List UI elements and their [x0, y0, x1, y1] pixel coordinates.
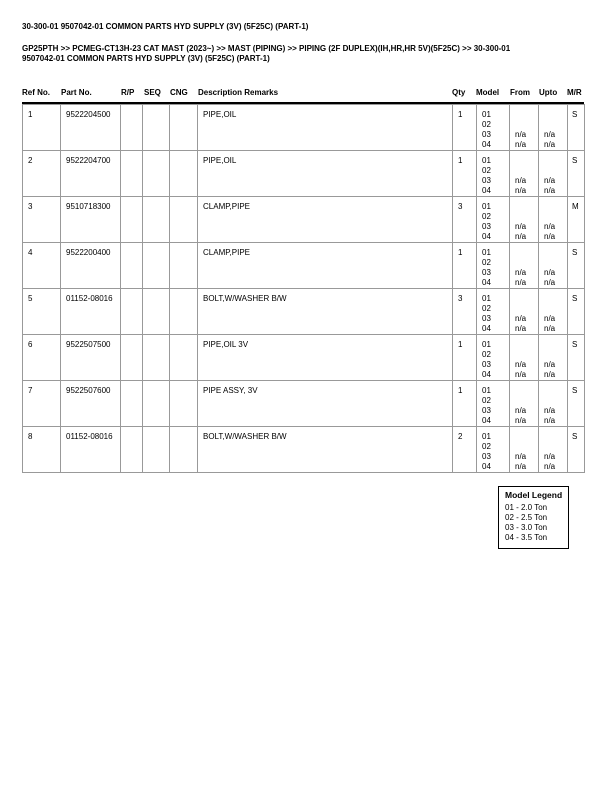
- breadcrumb-line-1: GP25PTH >> PCMEG-CT13H-23 CAT MAST (2023~) >> MAST (PIPING) >> PIPING (2F DUPLEX)(IH,HR,HR 5V)(5F25C) >> 30-300-01: [22, 44, 511, 53]
- models-line: 01: [482, 386, 491, 395]
- from-line: [515, 396, 538, 406]
- header-ref: Ref No.: [22, 88, 50, 97]
- model-legend-item: 04 - 3.5 Ton: [505, 533, 548, 542]
- upto-line: n/a: [544, 370, 556, 379]
- models-line: 01: [482, 248, 491, 257]
- table-row: [23, 335, 585, 381]
- cell-qty: 1: [453, 105, 477, 151]
- cell-cng: [170, 243, 198, 289]
- upto-line: n/a: [544, 324, 556, 333]
- cell-ref: 5: [23, 289, 61, 335]
- cell-models: [477, 289, 510, 335]
- table-row: [23, 427, 585, 473]
- cell-description: BOLT,W/WASHER B/W: [198, 289, 453, 335]
- cell-mr: S: [568, 105, 585, 151]
- upto-line: [544, 294, 567, 304]
- breadcrumb: [22, 44, 590, 64]
- cell-rp: [121, 243, 143, 289]
- from-line: n/a: [515, 278, 527, 287]
- header-rp: R/P: [121, 88, 135, 97]
- from-line: n/a: [515, 370, 527, 379]
- cell-seq: [143, 197, 170, 243]
- table-row: [23, 243, 585, 289]
- models-line: 02: [482, 442, 491, 451]
- upto-line: n/a: [544, 416, 556, 425]
- table-row: [23, 151, 585, 197]
- cell-seq: [143, 243, 170, 289]
- cell-qty: 1: [453, 151, 477, 197]
- upto-line: [544, 110, 567, 120]
- cell-cng: [170, 151, 198, 197]
- upto-line: n/a: [544, 360, 556, 369]
- from-line: n/a: [515, 268, 527, 277]
- models-line: 01: [482, 294, 491, 303]
- from-line: [515, 110, 538, 120]
- models-line: 01: [482, 432, 491, 441]
- model-legend-item: 02 - 2.5 Ton: [505, 513, 548, 522]
- cell-from: [510, 197, 539, 243]
- models-line: 02: [482, 350, 491, 359]
- table-row: [23, 197, 585, 243]
- header-mr: M/R: [567, 88, 582, 97]
- from-line: n/a: [515, 222, 527, 231]
- models-line: 04: [482, 186, 491, 195]
- upto-line: [544, 350, 567, 360]
- model-legend-item: 01 - 2.0 Ton: [505, 503, 548, 512]
- from-line: [515, 442, 538, 452]
- upto-line: n/a: [544, 278, 556, 287]
- cell-mr: M: [568, 197, 585, 243]
- upto-line: [544, 386, 567, 396]
- cell-part-no: 01152-08016: [61, 289, 121, 335]
- models-line: 03: [482, 268, 491, 277]
- from-line: [515, 202, 538, 212]
- header-from: From: [510, 88, 530, 97]
- models-line: 04: [482, 278, 491, 287]
- cell-models: [477, 151, 510, 197]
- from-line: [515, 156, 538, 166]
- header-desc: Description Remarks: [198, 88, 279, 97]
- upto-line: n/a: [544, 222, 556, 231]
- models-line: 03: [482, 176, 491, 185]
- upto-line: n/a: [544, 452, 556, 461]
- cell-models: [477, 427, 510, 473]
- from-line: [515, 248, 538, 258]
- upto-line: [544, 304, 567, 314]
- cell-description: BOLT,W/WASHER B/W: [198, 427, 453, 473]
- from-line: n/a: [515, 314, 527, 323]
- cell-mr: S: [568, 289, 585, 335]
- cell-ref: 1: [23, 105, 61, 151]
- cell-description: CLAMP,PIPE: [198, 197, 453, 243]
- cell-part-no: 9522200400: [61, 243, 121, 289]
- cell-from: [510, 151, 539, 197]
- cell-from: [510, 243, 539, 289]
- parts-table: [22, 104, 585, 473]
- cell-ref: 2: [23, 151, 61, 197]
- cell-description: PIPE ASSY, 3V: [198, 381, 453, 427]
- cell-cng: [170, 427, 198, 473]
- cell-models: [477, 243, 510, 289]
- models-line: 02: [482, 304, 491, 313]
- page-title: 30-300-01 9507042-01 COMMON PARTS HYD SUPPLY (3V) (5F25C) (PART-1): [22, 22, 309, 31]
- models-line: 04: [482, 140, 491, 149]
- cell-seq: [143, 335, 170, 381]
- cell-rp: [121, 335, 143, 381]
- from-line: [515, 166, 538, 176]
- upto-line: [544, 340, 567, 350]
- upto-line: [544, 120, 567, 130]
- cell-upto: [539, 335, 568, 381]
- upto-line: [544, 442, 567, 452]
- from-line: [515, 212, 538, 222]
- from-line: [515, 120, 538, 130]
- from-line: [515, 294, 538, 304]
- cell-from: [510, 105, 539, 151]
- table-row: [23, 105, 585, 151]
- upto-line: n/a: [544, 462, 556, 471]
- models-line: 02: [482, 120, 491, 129]
- models-line: 03: [482, 452, 491, 461]
- cell-rp: [121, 427, 143, 473]
- cell-ref: 7: [23, 381, 61, 427]
- cell-description: PIPE,OIL 3V: [198, 335, 453, 381]
- models-line: 04: [482, 324, 491, 333]
- models-line: 04: [482, 370, 491, 379]
- cell-part-no: 9510718300: [61, 197, 121, 243]
- upto-line: n/a: [544, 268, 556, 277]
- cell-rp: [121, 289, 143, 335]
- model-legend-title: Model Legend: [505, 490, 563, 500]
- from-line: [515, 304, 538, 314]
- from-line: n/a: [515, 416, 527, 425]
- cell-rp: [121, 105, 143, 151]
- upto-line: n/a: [544, 406, 556, 415]
- upto-line: [544, 432, 567, 442]
- from-line: n/a: [515, 232, 527, 241]
- header-seq: SEQ: [144, 88, 161, 97]
- cell-mr: S: [568, 427, 585, 473]
- cell-from: [510, 381, 539, 427]
- cell-ref: 6: [23, 335, 61, 381]
- cell-upto: [539, 151, 568, 197]
- upto-line: n/a: [544, 186, 556, 195]
- from-line: n/a: [515, 324, 527, 333]
- cell-models: [477, 335, 510, 381]
- upto-line: [544, 212, 567, 222]
- models-line: 03: [482, 222, 491, 231]
- breadcrumb-line-2: 9507042-01 COMMON PARTS HYD SUPPLY (3V) (5F25C) (PART-1): [22, 54, 270, 63]
- from-line: [515, 432, 538, 442]
- models-line: 01: [482, 202, 491, 211]
- from-line: n/a: [515, 462, 527, 471]
- cell-cng: [170, 289, 198, 335]
- cell-qty: 1: [453, 381, 477, 427]
- cell-upto: [539, 105, 568, 151]
- cell-cng: [170, 381, 198, 427]
- cell-description: PIPE,OIL: [198, 105, 453, 151]
- cell-upto: [539, 243, 568, 289]
- header-cng: CNG: [170, 88, 188, 97]
- cell-qty: 3: [453, 197, 477, 243]
- models-line: 02: [482, 212, 491, 221]
- models-line: 03: [482, 360, 491, 369]
- cell-seq: [143, 381, 170, 427]
- cell-upto: [539, 427, 568, 473]
- cell-models: [477, 197, 510, 243]
- cell-upto: [539, 381, 568, 427]
- table-row: [23, 381, 585, 427]
- cell-models: [477, 105, 510, 151]
- cell-cng: [170, 197, 198, 243]
- from-line: [515, 340, 538, 350]
- cell-upto: [539, 197, 568, 243]
- cell-seq: [143, 289, 170, 335]
- cell-qty: 2: [453, 427, 477, 473]
- cell-from: [510, 335, 539, 381]
- cell-part-no: 01152-08016: [61, 427, 121, 473]
- upto-line: [544, 166, 567, 176]
- cell-rp: [121, 381, 143, 427]
- cell-from: [510, 427, 539, 473]
- header-qty: Qty: [452, 88, 466, 97]
- models-line: 03: [482, 130, 491, 139]
- model-legend-item: 03 - 3.0 Ton: [505, 523, 548, 532]
- from-line: n/a: [515, 406, 527, 415]
- models-line: 04: [482, 462, 491, 471]
- models-line: 01: [482, 340, 491, 349]
- cell-mr: S: [568, 151, 585, 197]
- cell-models: [477, 381, 510, 427]
- upto-line: [544, 248, 567, 258]
- upto-line: [544, 202, 567, 212]
- cell-mr: S: [568, 335, 585, 381]
- from-line: [515, 258, 538, 268]
- upto-line: [544, 258, 567, 268]
- cell-rp: [121, 197, 143, 243]
- models-line: 04: [482, 416, 491, 425]
- table-row: [23, 289, 585, 335]
- cell-part-no: 9522507500: [61, 335, 121, 381]
- cell-cng: [170, 105, 198, 151]
- upto-line: n/a: [544, 176, 556, 185]
- cell-seq: [143, 427, 170, 473]
- from-line: n/a: [515, 452, 527, 461]
- models-line: 03: [482, 314, 491, 323]
- from-line: n/a: [515, 140, 527, 149]
- models-line: 02: [482, 396, 491, 405]
- model-legend: [498, 486, 569, 549]
- cell-ref: 3: [23, 197, 61, 243]
- cell-rp: [121, 151, 143, 197]
- cell-description: CLAMP,PIPE: [198, 243, 453, 289]
- cell-upto: [539, 289, 568, 335]
- from-line: n/a: [515, 186, 527, 195]
- header-upto: Upto: [539, 88, 558, 97]
- cell-mr: S: [568, 243, 585, 289]
- models-line: 01: [482, 156, 491, 165]
- cell-qty: 3: [453, 289, 477, 335]
- from-line: n/a: [515, 176, 527, 185]
- cell-seq: [143, 105, 170, 151]
- from-line: n/a: [515, 360, 527, 369]
- models-line: 02: [482, 166, 491, 175]
- upto-line: n/a: [544, 232, 556, 241]
- cell-ref: 4: [23, 243, 61, 289]
- upto-line: [544, 156, 567, 166]
- cell-cng: [170, 335, 198, 381]
- cell-mr: S: [568, 381, 585, 427]
- from-line: [515, 386, 538, 396]
- upto-line: n/a: [544, 314, 556, 323]
- header-model: Model: [476, 88, 500, 97]
- from-line: [515, 350, 538, 360]
- models-line: 04: [482, 232, 491, 241]
- from-line: n/a: [515, 130, 527, 139]
- cell-ref: 8: [23, 427, 61, 473]
- cell-qty: 1: [453, 243, 477, 289]
- cell-from: [510, 289, 539, 335]
- cell-seq: [143, 151, 170, 197]
- cell-part-no: 9522507600: [61, 381, 121, 427]
- upto-line: n/a: [544, 140, 556, 149]
- models-line: 02: [482, 258, 491, 267]
- upto-line: n/a: [544, 130, 556, 139]
- cell-part-no: 9522204700: [61, 151, 121, 197]
- upto-line: [544, 396, 567, 406]
- cell-description: PIPE,OIL: [198, 151, 453, 197]
- cell-qty: 1: [453, 335, 477, 381]
- cell-part-no: 9522204500: [61, 105, 121, 151]
- models-line: 01: [482, 110, 491, 119]
- models-line: 03: [482, 406, 491, 415]
- header-part: Part No.: [61, 88, 92, 97]
